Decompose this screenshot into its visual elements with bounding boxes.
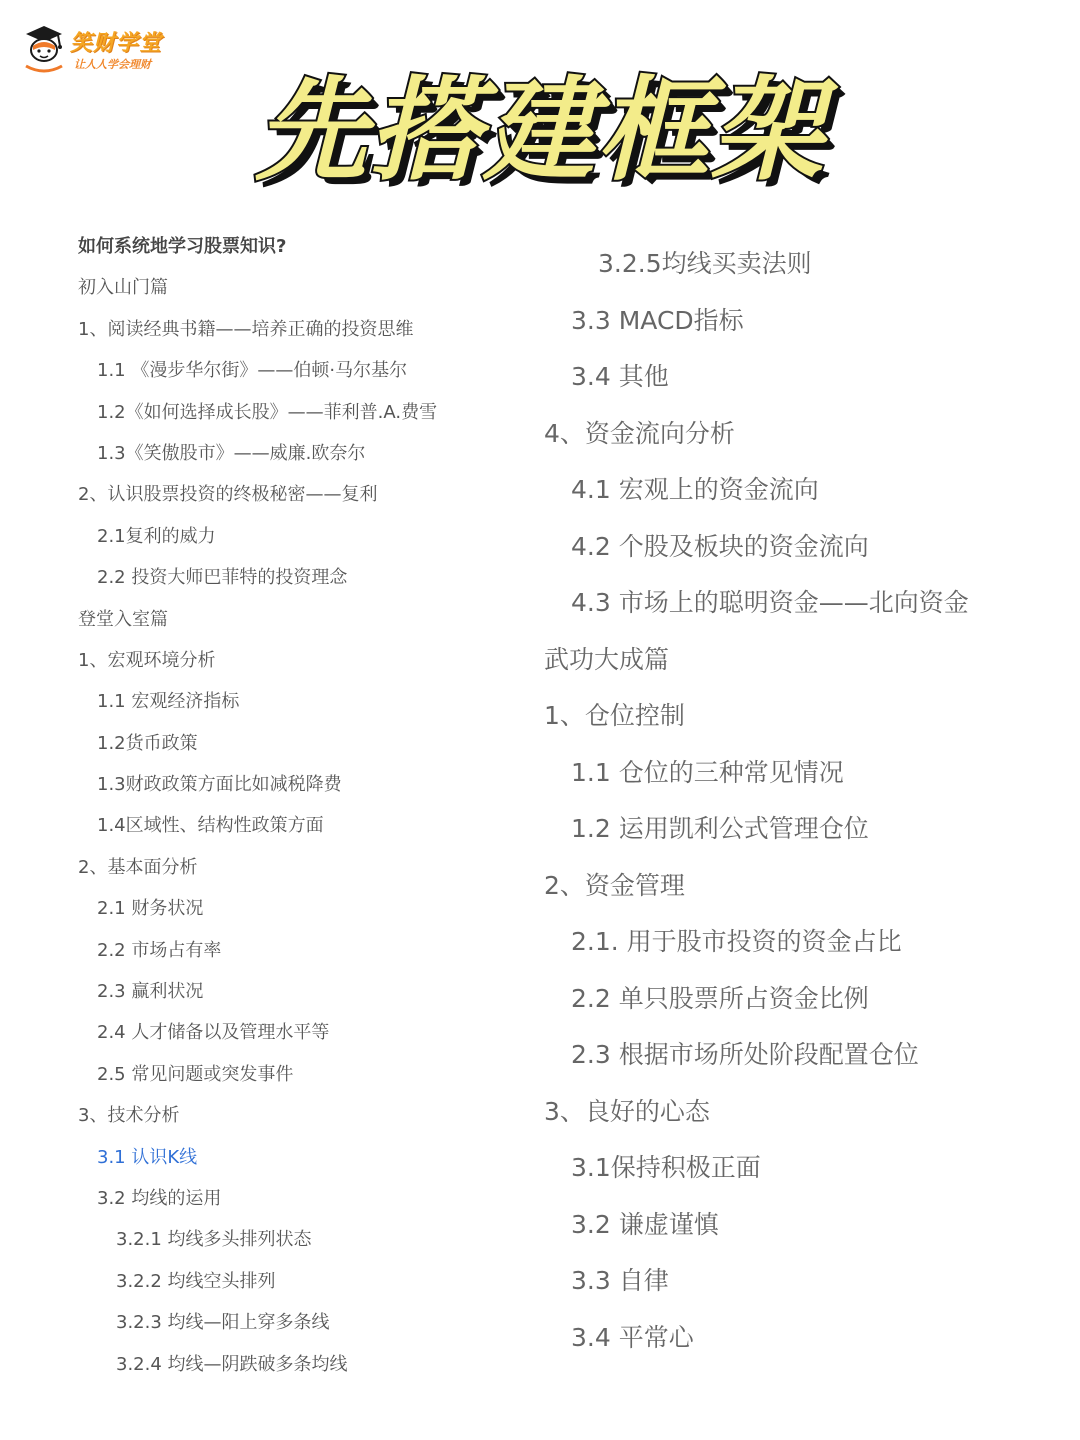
toc-entry: 3.3 自律	[571, 1266, 669, 1295]
toc-entry: 2.5 常见问题或突发事件	[97, 1063, 294, 1085]
toc-entry: 初入山门篇	[78, 277, 168, 299]
toc-entry: 4.3 市场上的聪明资金——北向资金	[571, 588, 969, 617]
toc-entry: 1.3财政政策方面比如减税降费	[97, 774, 342, 796]
toc-right-column	[544, 236, 1064, 1366]
toc-entry: 2.3 赢利状况	[97, 981, 204, 1003]
toc-entry: 1.2《如何选择成长股》——菲利普.A.费雪	[97, 401, 438, 423]
page-headline: 先搭建框架	[255, 66, 825, 196]
toc-entry: 2.1 财务状况	[97, 898, 204, 920]
toc-entry: 2.2 投资大师巴菲特的投资理念	[97, 567, 348, 589]
toc-entry: 1.1 宏观经济指标	[97, 691, 240, 713]
toc-entry: 1、宏观环境分析	[78, 649, 216, 671]
logo-slogan: 让人人学会理财	[74, 58, 151, 71]
toc-entry: 3.2 谦虚谨慎	[571, 1209, 719, 1239]
toc-entry: 4、资金流向分析	[544, 418, 735, 448]
toc-entry: 3.1保持积极正面	[571, 1153, 761, 1182]
toc-link-active[interactable]: 3.1 认识K线	[97, 1146, 198, 1168]
toc-entry: 3、技术分析	[78, 1105, 180, 1127]
toc-entry: 3.2.2 均线空头排列	[116, 1270, 276, 1292]
toc-entry: 如何系统地学习股票知识?	[78, 236, 287, 257]
graduation-cap-mascot-icon	[22, 24, 66, 76]
toc-entry: 4.1 宏观上的资金流向	[571, 475, 819, 504]
toc-entry: 2.2 单只股票所占资金比例	[571, 983, 869, 1013]
toc-entry: 3、良好的心态	[544, 1096, 710, 1126]
toc-entry: 3.2.5均线买卖法则	[598, 249, 812, 278]
toc-entry: 2.1. 用于股市投资的资金占比	[571, 927, 902, 956]
toc-entry: 登堂入室篇	[78, 608, 168, 630]
toc-entry: 2.3 根据市场所处阶段配置仓位	[571, 1040, 919, 1069]
toc-entry: 3.2.1 均线多头排列状态	[116, 1229, 312, 1251]
toc-entry: 3.4 其他	[571, 362, 669, 391]
toc-entry: 1、阅读经典书籍——培养正确的投资思维	[78, 318, 414, 340]
toc-entry: 1.3《笑傲股市》——威廉.欧奈尔	[97, 442, 366, 464]
toc-entry: 2.1复利的威力	[97, 525, 216, 547]
toc-entry: 3.3 MACD指标	[571, 305, 744, 335]
logo-title: 笑财学堂	[70, 31, 163, 56]
toc-entry: 2、认识股票投资的终极秘密——复利	[78, 484, 378, 506]
toc-entry: 3.4 平常心	[571, 1322, 694, 1352]
toc-entry: 1、仓位控制	[544, 701, 685, 730]
toc-entry: 4.2 个股及板块的资金流向	[571, 531, 869, 561]
toc-entry: 3.2 均线的运用	[97, 1187, 222, 1209]
toc-entry: 1.2 运用凯利公式管理仓位	[571, 814, 869, 843]
toc-entry: 2.2 市场占有率	[97, 939, 222, 961]
toc-entry: 1.2货币政策	[97, 732, 198, 754]
toc-entry: 3.2.4 均线—阴跌破多条均线	[116, 1353, 348, 1375]
toc-entry: 2.4 人才储备以及管理水平等	[97, 1022, 330, 1044]
toc-entry: 2、基本面分析	[78, 856, 198, 878]
toc-left-column	[78, 226, 538, 1385]
toc-entry: 3.2.3 均线—阳上穿多条线	[116, 1312, 330, 1334]
toc-entry: 1.1 《漫步华尔街》——伯顿·马尔基尔	[97, 360, 408, 382]
toc-entry: 1.4区域性、结构性政策方面	[97, 815, 324, 837]
toc-entry: 1.1 仓位的三种常见情况	[571, 757, 844, 787]
toc-entry: 2、资金管理	[544, 870, 685, 900]
toc-entry: 武功大成篇	[544, 644, 670, 674]
